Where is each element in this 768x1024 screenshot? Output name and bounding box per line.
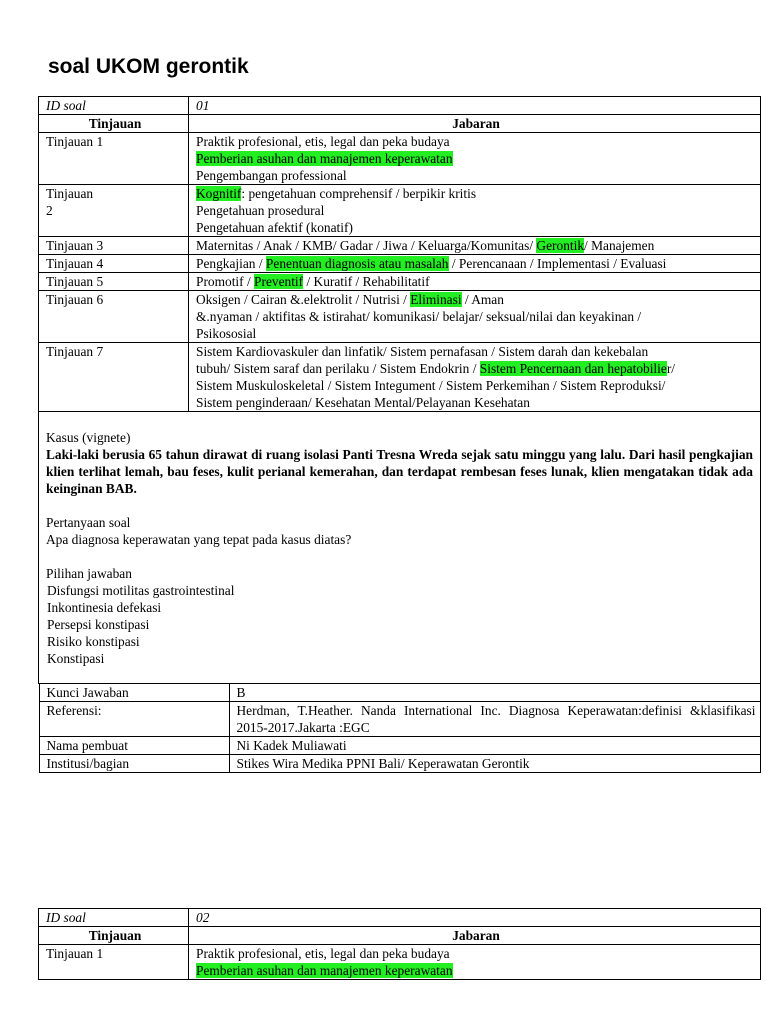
t7-line-4: Sistem penginderaan/ Kesehatan Mental/Pelayanan Kesehatan [196,395,530,410]
tinjauan-7-row [39,343,761,412]
tinjauan-2-row [39,185,761,237]
id-value: 01 [189,97,761,115]
t7-post: r/ [666,361,676,376]
pembuat-row [39,737,760,755]
pertanyaan-label: Pertanyaan soal [46,515,131,530]
tinjauan-1-row-2 [39,945,761,980]
option-d: Risiko konstipasi [47,634,140,649]
t7-highlight: Sistem Pencernaan dan hepatobilie [479,361,667,376]
institusi-row [39,755,760,773]
pembuat-value: Ni Kadek Muliawati [229,737,760,755]
tinjauan-1-label-2: Tinjauan 1 [39,945,189,980]
tinjauan-6-label: Tinjauan 6 [39,291,189,343]
t1-line-2-highlight-2: Pemberian asuhan dan manajemen keperawatan [196,963,453,978]
institusi-label: Institusi/bagian [39,755,229,773]
case-row [39,412,761,684]
tinjauan-3-row [39,237,761,255]
t5-pre: Promotif / [196,274,255,289]
tinjauan-3-label: Tinjauan 3 [39,237,189,255]
kasus-label: Kasus (vignete) [46,430,131,445]
tinjauan-1-content-2 [189,945,761,980]
t1-line-1-2: Praktik profesional, etis, legal dan peka budaya [196,946,450,961]
kunci-value: B [229,684,760,702]
t2-label-a: Tinjauan [46,186,94,201]
tinjauan-1-label: Tinjauan 1 [39,133,189,185]
t6-highlight: Eliminasi [410,292,462,307]
header-row [39,115,761,133]
footer-table [39,684,761,773]
tinjauan-4-content [189,255,761,273]
tinjauan-7-content [189,343,761,412]
tinjauan-7-label: Tinjauan 7 [39,343,189,412]
pilihan-label: Pilihan jawaban [46,566,132,581]
id-value-2: 02 [189,909,761,927]
soal-table-02 [38,908,761,980]
t1-line-2-highlight: Pemberian asuhan dan manajemen keperawatan [196,151,453,166]
t2-rest: : pengetahuan comprehensif / berpikir kritis [241,186,477,201]
tinjauan-5-content [189,273,761,291]
tinjauan-6-row [39,291,761,343]
id-label: ID soal [39,97,189,115]
t3-pre: Maternitas / Anak / KMB/ Gadar / Jiwa / Keluarga/Komunitas/ [196,238,537,253]
tinjauan-4-label: Tinjauan 4 [39,255,189,273]
tinjauan-4-row [39,255,761,273]
tinjauan-header-2: Tinjauan [39,927,189,945]
t2-line-2: Pengetahuan prosedural [196,203,325,218]
referensi-value: Herdman, T.Heather. Nanda International Inc. Diagnosa Keperawatan:definisi &klasifikasi 2015-2017.Jakarta :EGC [229,702,760,737]
t5-highlight: Preventif [254,274,304,289]
institusi-value: Stikes Wira Medika PPNI Bali/ Keperawatan Gerontik [229,755,760,773]
kasus-text: Laki-laki berusia 65 tahun dirawat di ruang isolasi Panti Tresna Wreda sejak satu minggu yang lalu. Dari hasil pengkajian klien terlihat lemah, bau feses, kulit perianal kemerahan, dan terdapat rembesan feses lunak, klien mengatakan tidak ada keinginan BAB. [46,447,753,496]
kunci-row [39,684,760,702]
option-b: Inkontinesia defekasi [47,600,162,615]
id-row [39,97,761,115]
tinjauan-6-content [189,291,761,343]
tinjauan-header: Tinjauan [39,115,189,133]
kunci-label: Kunci Jawaban [39,684,229,702]
t5-post: / Kuratif / Rehabilitatif [303,274,430,289]
jabaran-header: Jabaran [189,115,761,133]
t4-pre: Pengkajian / [196,256,266,271]
t7-line-3: Sistem Muskuloskeletal / Sistem Integument / Sistem Perkemihan / Sistem Reproduksi/ [196,378,666,393]
tinjauan-2-content [189,185,761,237]
tinjauan-2-label [39,185,189,237]
tinjauan-3-content [189,237,761,255]
tinjauan-1-content [189,133,761,185]
case-cell [39,412,761,684]
pertanyaan-text: Apa diagnosa keperawatan yang tepat pada kasus diatas? [46,532,352,547]
tinjauan-5-label: Tinjauan 5 [39,273,189,291]
t4-highlight: Penentuan diagnosis atau masalah [265,256,449,271]
t6-pre: Oksigen / Cairan &.elektrolit / Nutrisi / [196,292,411,307]
t1-line-3: Pengembangan professional [196,168,347,183]
t1-line-1: Praktik profesional, etis, legal dan peka budaya [196,134,450,149]
t2-highlight: Kognitif [196,186,242,201]
t2-label-b: 2 [46,203,53,218]
id-row-2 [39,909,761,927]
option-a: Disfungsi motilitas gastrointestinal [47,583,235,598]
t6-line-3: Psikososial [196,326,257,341]
option-e: Konstipasi [47,651,105,666]
option-c: Persepsi konstipasi [47,617,150,632]
t3-highlight: Gerontik [536,238,585,253]
referensi-label: Referensi: [39,702,229,737]
id-label-2: ID soal [39,909,189,927]
tinjauan-5-row [39,273,761,291]
tinjauan-1-row [39,133,761,185]
page-title: soal UKOM gerontik [48,55,249,78]
t4-post: / Perencanaan / Implementasi / Evaluasi [448,256,667,271]
t3-post: / Manajemen [584,238,655,253]
header-row-2 [39,927,761,945]
pembuat-label: Nama pembuat [39,737,229,755]
t7-pre: tubuh/ Sistem saraf dan perilaku / Sistem Endokrin / [196,361,480,376]
t7-line-1: Sistem Kardiovaskuler dan linfatik/ Sistem pernafasan / Sistem darah dan kekebalan [196,344,649,359]
t6-line-2: &.nyaman / aktifitas & istirahat/ komunikasi/ belajar/ seksual/nilai dan keyakinan / [196,309,642,324]
referensi-row [39,702,760,737]
footer-row [39,684,761,774]
soal-table-01 [38,96,761,773]
t6-post: / Aman [461,292,504,307]
jabaran-header-2: Jabaran [189,927,761,945]
t2-line-3: Pengetahuan afektif (konatif) [196,220,353,235]
